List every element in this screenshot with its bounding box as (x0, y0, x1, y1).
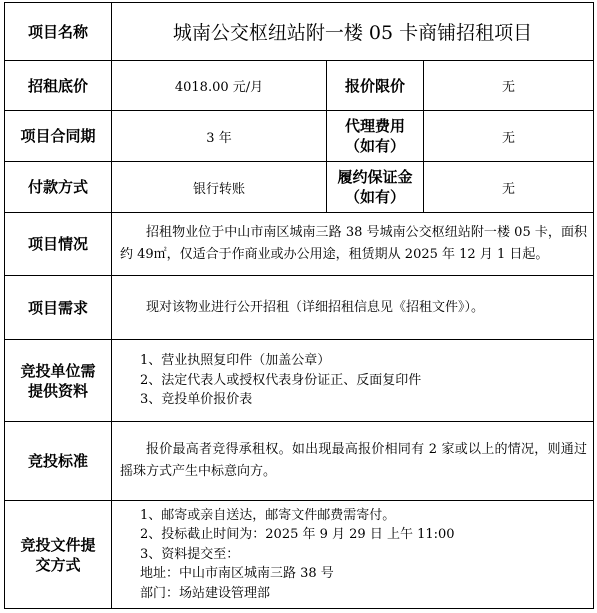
submission-item: 地址：中山市南区城南三路 38 号 (140, 566, 334, 582)
requirement-text: 现对该物业进行公开招租（详细招租信息见《招租文件》）。 (112, 276, 594, 340)
row-project-name (5, 3, 594, 61)
performance-bond-value: 无 (424, 162, 594, 213)
row-situation (5, 213, 594, 276)
submission-item: 3、资料提交至： (140, 546, 240, 562)
payment-label: 付款方式 (5, 162, 112, 213)
materials-item: 3、竞投单价报价表 (140, 392, 253, 408)
materials-item: 2、法定代表人或授权代表身份证正、反面复印件 (140, 372, 422, 388)
agency-fee-label: 代理费用 （如有） (327, 111, 424, 162)
payment-value: 银行转账 (112, 162, 327, 213)
row-standard (5, 422, 594, 501)
tender-info-table (4, 2, 594, 609)
materials-label: 竞投单位需 提供资料 (5, 340, 112, 422)
situation-text: 招租物业位于中山市南区城南三路 38 号城南公交枢纽站附一楼 05 卡，面积约 49㎡，仅适合于作商业或办公用途，租赁期从 2025 年 12 月 1 日起。 (112, 213, 594, 276)
row-submission (5, 501, 594, 609)
submission-item: 1、邮寄或亲自送达，邮寄文件邮费需寄付。 (140, 507, 396, 523)
requirement-label: 项目需求 (5, 276, 112, 340)
standard-text: 报价最高者竞得承租权。如出现最高报价相同有 2 家或以上的情况，则通过摇珠方式产生中标意向方。 (112, 422, 594, 501)
submission-list (112, 501, 594, 609)
situation-label: 项目情况 (5, 213, 112, 276)
row-materials (5, 340, 594, 422)
reserve-price-value: 4018.00 元/月 (112, 61, 327, 111)
performance-bond-label: 履约保证金 （如有） (327, 162, 424, 213)
row-reserve-price (5, 61, 594, 111)
materials-list (112, 340, 594, 422)
price-cap-label: 报价限价 (327, 61, 424, 111)
price-cap-value: 无 (424, 61, 594, 111)
project-name-label: 项目名称 (5, 3, 112, 61)
submission-item: 部门：场站建设管理部 (140, 585, 271, 601)
standard-label: 竞投标准 (5, 422, 112, 501)
agency-fee-value: 无 (424, 111, 594, 162)
contract-term-value: 3 年 (112, 111, 327, 162)
submission-label: 竞投文件提 交方式 (5, 501, 112, 609)
row-contract-term (5, 111, 594, 162)
contract-term-label: 项目合同期 (5, 111, 112, 162)
row-payment (5, 162, 594, 213)
materials-item: 1、营业执照复印件（加盖公章） (140, 353, 331, 369)
submission-item: 2、投标截止时间为：2025 年 9 月 29 日 上午 11:00 (140, 527, 455, 543)
row-requirement (5, 276, 594, 340)
project-name-value: 城南公交枢纽站附一楼 05 卡商铺招租项目 (112, 3, 594, 61)
reserve-price-label: 招租底价 (5, 61, 112, 111)
